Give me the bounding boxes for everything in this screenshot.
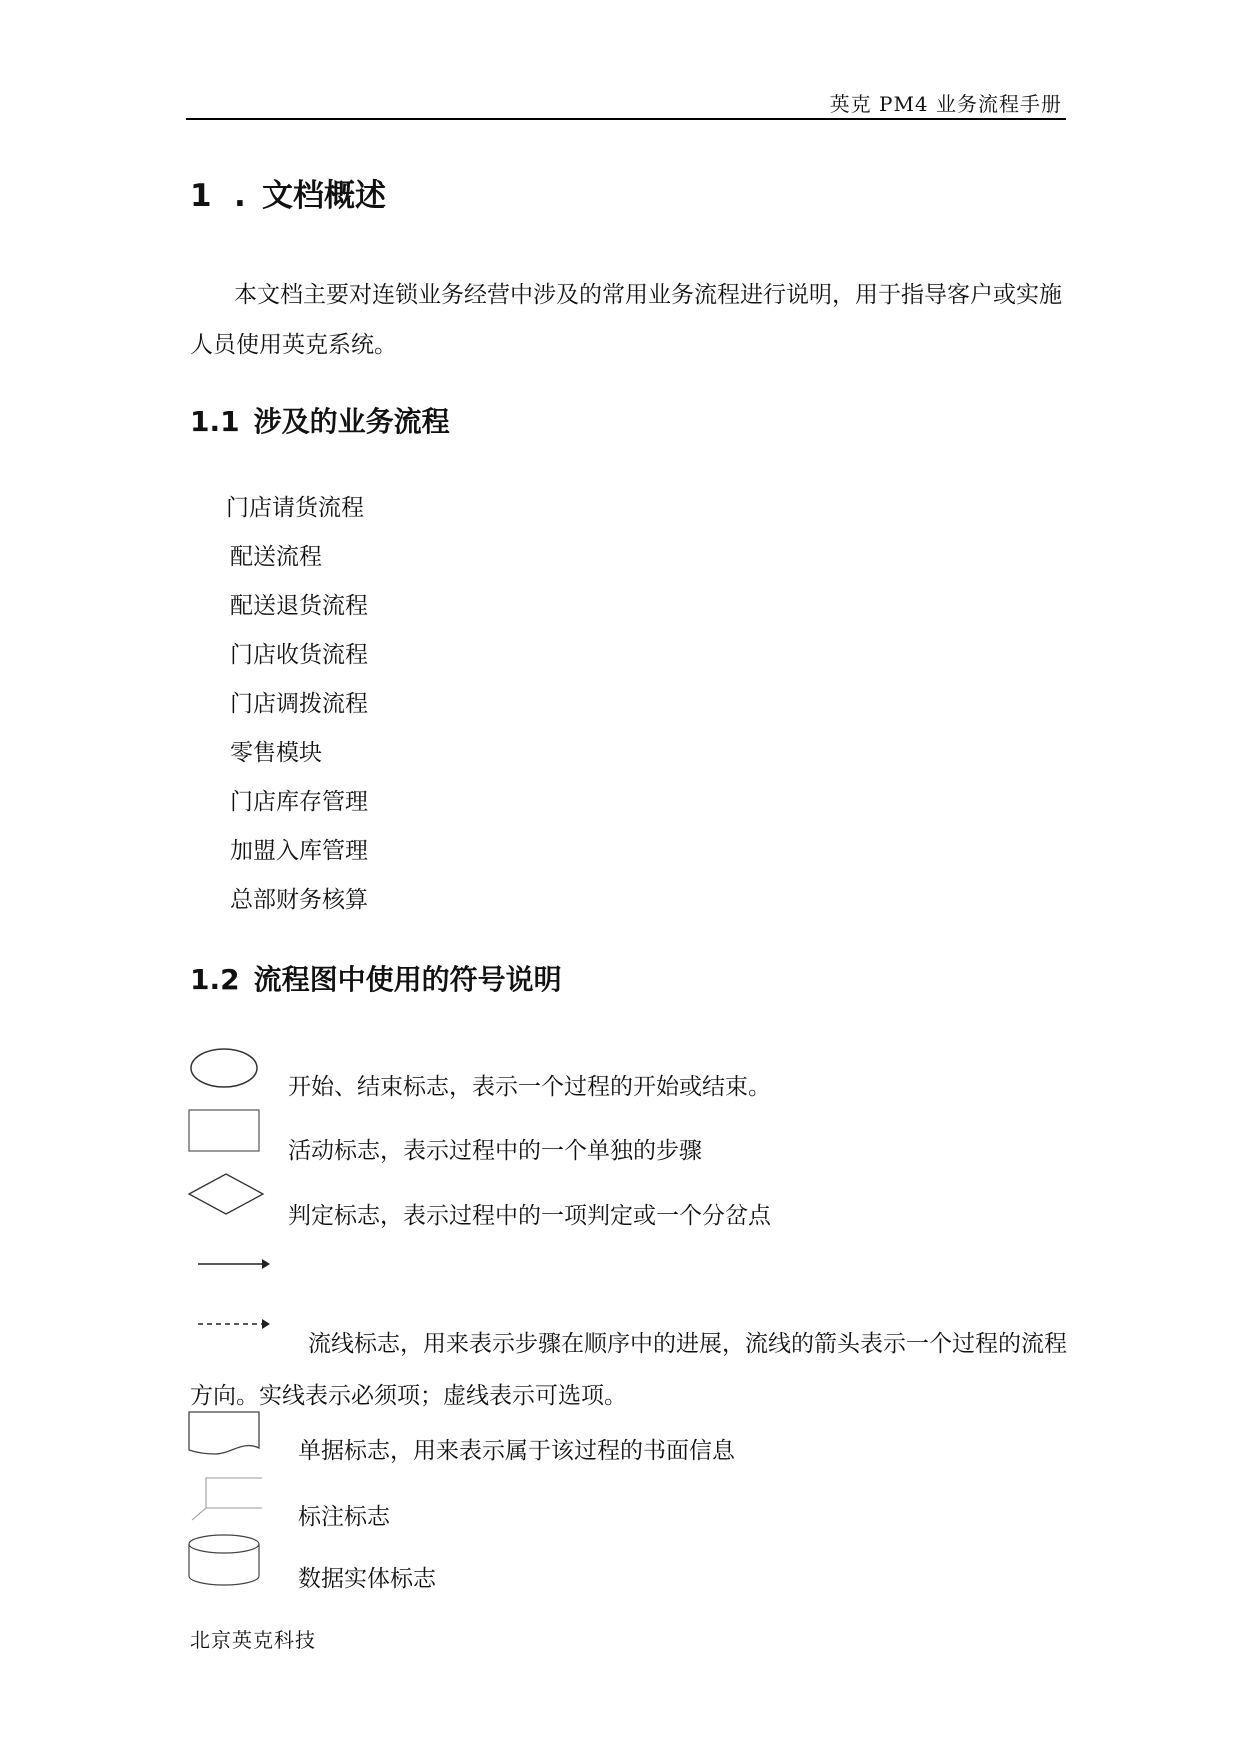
overview-text: 本文档主要对连锁业务经营中涉及的常用业务流程进行说明，用于指导客户或实施人员使用英克系统。 xyxy=(190,282,1062,358)
section-1-2-title: 流程图中使用的符号说明 xyxy=(253,963,562,996)
list-item: 门店请货流程 xyxy=(226,495,364,521)
document-icon xyxy=(187,1410,263,1460)
section-1-heading xyxy=(190,170,386,215)
terminator-description: 开始、结束标志，表示一个过程的开始或结束。 xyxy=(288,1074,771,1100)
flowline-description: 流线标志，用来表示步骤在顺序中的进展，流线的箭头表示一个过程的流程方向。实线表示必须项；虚线表示可选项。 xyxy=(190,1331,1067,1409)
list-item: 总部财务核算 xyxy=(230,887,368,913)
rectangle-icon xyxy=(188,1108,262,1154)
list-item: 加盟入库管理 xyxy=(230,838,368,864)
list-item: 配送退货流程 xyxy=(230,593,368,619)
list-item: 配送流程 xyxy=(230,544,322,570)
data-entity-description: 数据实体标志 xyxy=(298,1566,436,1592)
document-description: 单据标志，用来表示属于该过程的书面信息 xyxy=(298,1438,735,1464)
section-1-2-heading xyxy=(190,958,562,998)
page-header xyxy=(186,86,1066,120)
decision-description: 判定标志，表示过程中的一项判定或一个分岔点 xyxy=(288,1203,771,1229)
section-1-number: 1 xyxy=(190,178,212,214)
cylinder-icon xyxy=(187,1532,263,1588)
header-title: 英克 PM4 业务流程手册 xyxy=(829,92,1062,116)
section-1-dot: . xyxy=(234,178,246,214)
ellipse-icon xyxy=(188,1046,260,1092)
arrow-icon xyxy=(196,1256,276,1272)
section-1-1-title: 涉及的业务流程 xyxy=(253,405,450,438)
section-1-1-number: 1.1 xyxy=(190,405,240,438)
flowline-description-block xyxy=(190,1318,1070,1422)
business-flow-list xyxy=(226,488,368,929)
footer-company: 北京英克科技 xyxy=(190,1628,316,1652)
activity-description: 活动标志，表示过程中的一个单独的步骤 xyxy=(288,1138,702,1164)
section-1-title: 文档概述 xyxy=(262,178,386,214)
annotation-icon xyxy=(186,1474,266,1522)
list-item: 门店调拨流程 xyxy=(230,691,368,717)
list-item: 门店库存管理 xyxy=(230,789,368,815)
annotation-description: 标注标志 xyxy=(298,1504,390,1530)
overview-paragraph xyxy=(190,270,1062,370)
section-1-2-number: 1.2 xyxy=(190,963,240,996)
section-1-1-heading xyxy=(190,400,450,440)
list-item: 门店收货流程 xyxy=(230,642,368,668)
diamond-icon xyxy=(186,1172,266,1218)
list-item: 零售模块 xyxy=(230,740,322,766)
